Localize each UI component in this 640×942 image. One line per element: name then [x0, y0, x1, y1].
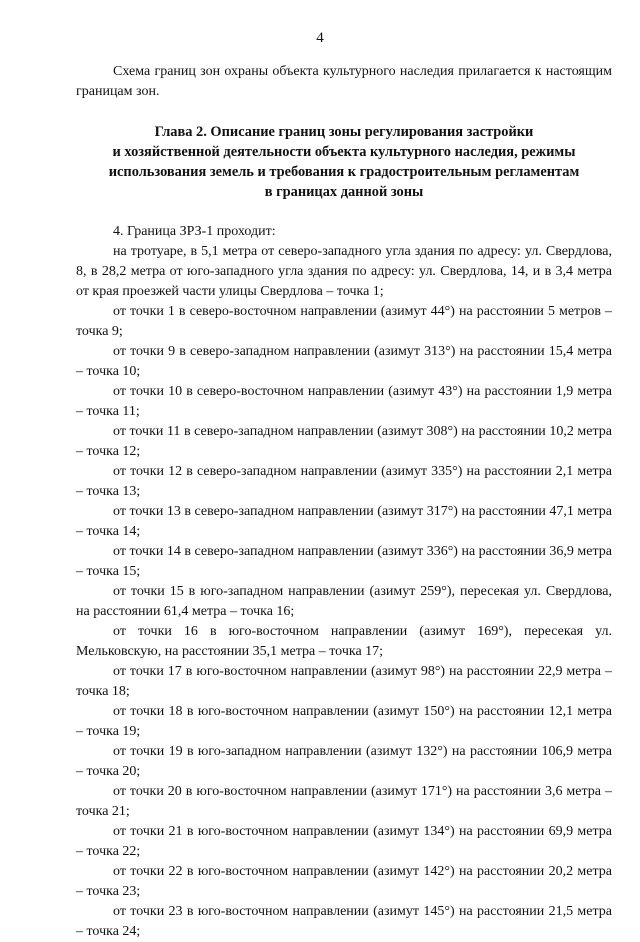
- boundary-paragraph: от точки 11 в северо-западном направлении (азимут 308°) на расстоянии 10,2 метра – точка 12;: [76, 424, 612, 459]
- boundary-paragraph: от точки 10 в северо-восточном направлении (азимут 43°) на расстоянии 1,9 метра – точка 11;: [76, 384, 612, 419]
- chapter-heading-line: Глава 2. Описание границ зоны регулирования застройки: [154, 124, 534, 140]
- chapter-heading-line: в границах данной зоны: [264, 184, 424, 200]
- boundary-paragraph: от точки 9 в северо-западном направлении (азимут 313°) на расстоянии 15,4 метра – точка 10;: [76, 344, 612, 379]
- page-number: 4: [316, 30, 324, 46]
- chapter-heading: [76, 122, 612, 202]
- boundary-paragraph: от точки 21 в юго-восточном направлении (азимут 134°) на расстоянии 69,9 метра – точка 22;: [76, 824, 612, 859]
- boundary-paragraph: от точки 15 в юго-западном направлении (азимут 259°), пересекая ул. Свердлова, на расстоянии 61,4 метра – точка 16;: [76, 584, 612, 619]
- boundary-paragraph: от точки 16 в юго-восточном направлении (азимут 169°), пересекая ул. Мельковскую, на расстоянии 35,1 метра – точка 17;: [76, 624, 612, 659]
- section-item: 4. Граница ЗРЗ-1 проходит:: [113, 224, 276, 239]
- boundary-paragraph: от точки 22 в юго-восточном направлении (азимут 142°) на расстоянии 20,2 метра – точка 23;: [76, 864, 612, 899]
- document-body: [76, 62, 612, 942]
- boundary-description: [76, 222, 612, 942]
- boundary-paragraph: от точки 13 в северо-западном направлении (азимут 317°) на расстоянии 47,1 метра – точка 14;: [76, 504, 612, 539]
- boundary-paragraph: от точки 23 в юго-восточном направлении (азимут 145°) на расстоянии 21,5 метра – точка 24;: [76, 904, 612, 939]
- boundary-paragraph: от точки 18 в юго-восточном направлении (азимут 150°) на расстоянии 12,1 метра – точка 19;: [76, 704, 612, 739]
- boundary-paragraph: от точки 1 в северо-восточном направлении (азимут 44°) на расстоянии 5 метров – точка 9;: [76, 304, 612, 339]
- intro-paragraph: Схема границ зон охраны объекта культурного наследия прилагается к настоящим границам зон.: [76, 64, 612, 99]
- boundary-paragraph: от точки 19 в юго-западном направлении (азимут 132°) на расстоянии 106,9 метра – точка 20;: [76, 744, 612, 779]
- boundary-paragraph: от точки 17 в юго-восточном направлении (азимут 98°) на расстоянии 22,9 метра – точка 18;: [76, 664, 612, 699]
- chapter-heading-line: использования земель и требования к градостроительным регламентам: [108, 164, 580, 180]
- boundary-paragraph: на тротуаре, в 5,1 метра от северо-западного угла здания по адресу: ул. Свердлова, 8, в 28,2 метра от юго-западного угла здания по адресу: ул. Свердлова, 14, и в 3,4 метра от края проезжей части улицы Свердлова – точка 1;: [76, 244, 612, 299]
- boundary-paragraph: от точки 20 в юго-восточном направлении (азимут 171°) на расстоянии 3,6 метра – точка 21;: [76, 784, 612, 819]
- boundary-paragraph: от точки 12 в северо-западном направлении (азимут 335°) на расстоянии 2,1 метра – точка 13;: [76, 464, 612, 499]
- chapter-heading-line: и хозяйственной деятельности объекта культурного наследия, режимы: [112, 144, 576, 160]
- boundary-paragraph: от точки 14 в северо-западном направлении (азимут 336°) на расстоянии 36,9 метра – точка 15;: [76, 544, 612, 579]
